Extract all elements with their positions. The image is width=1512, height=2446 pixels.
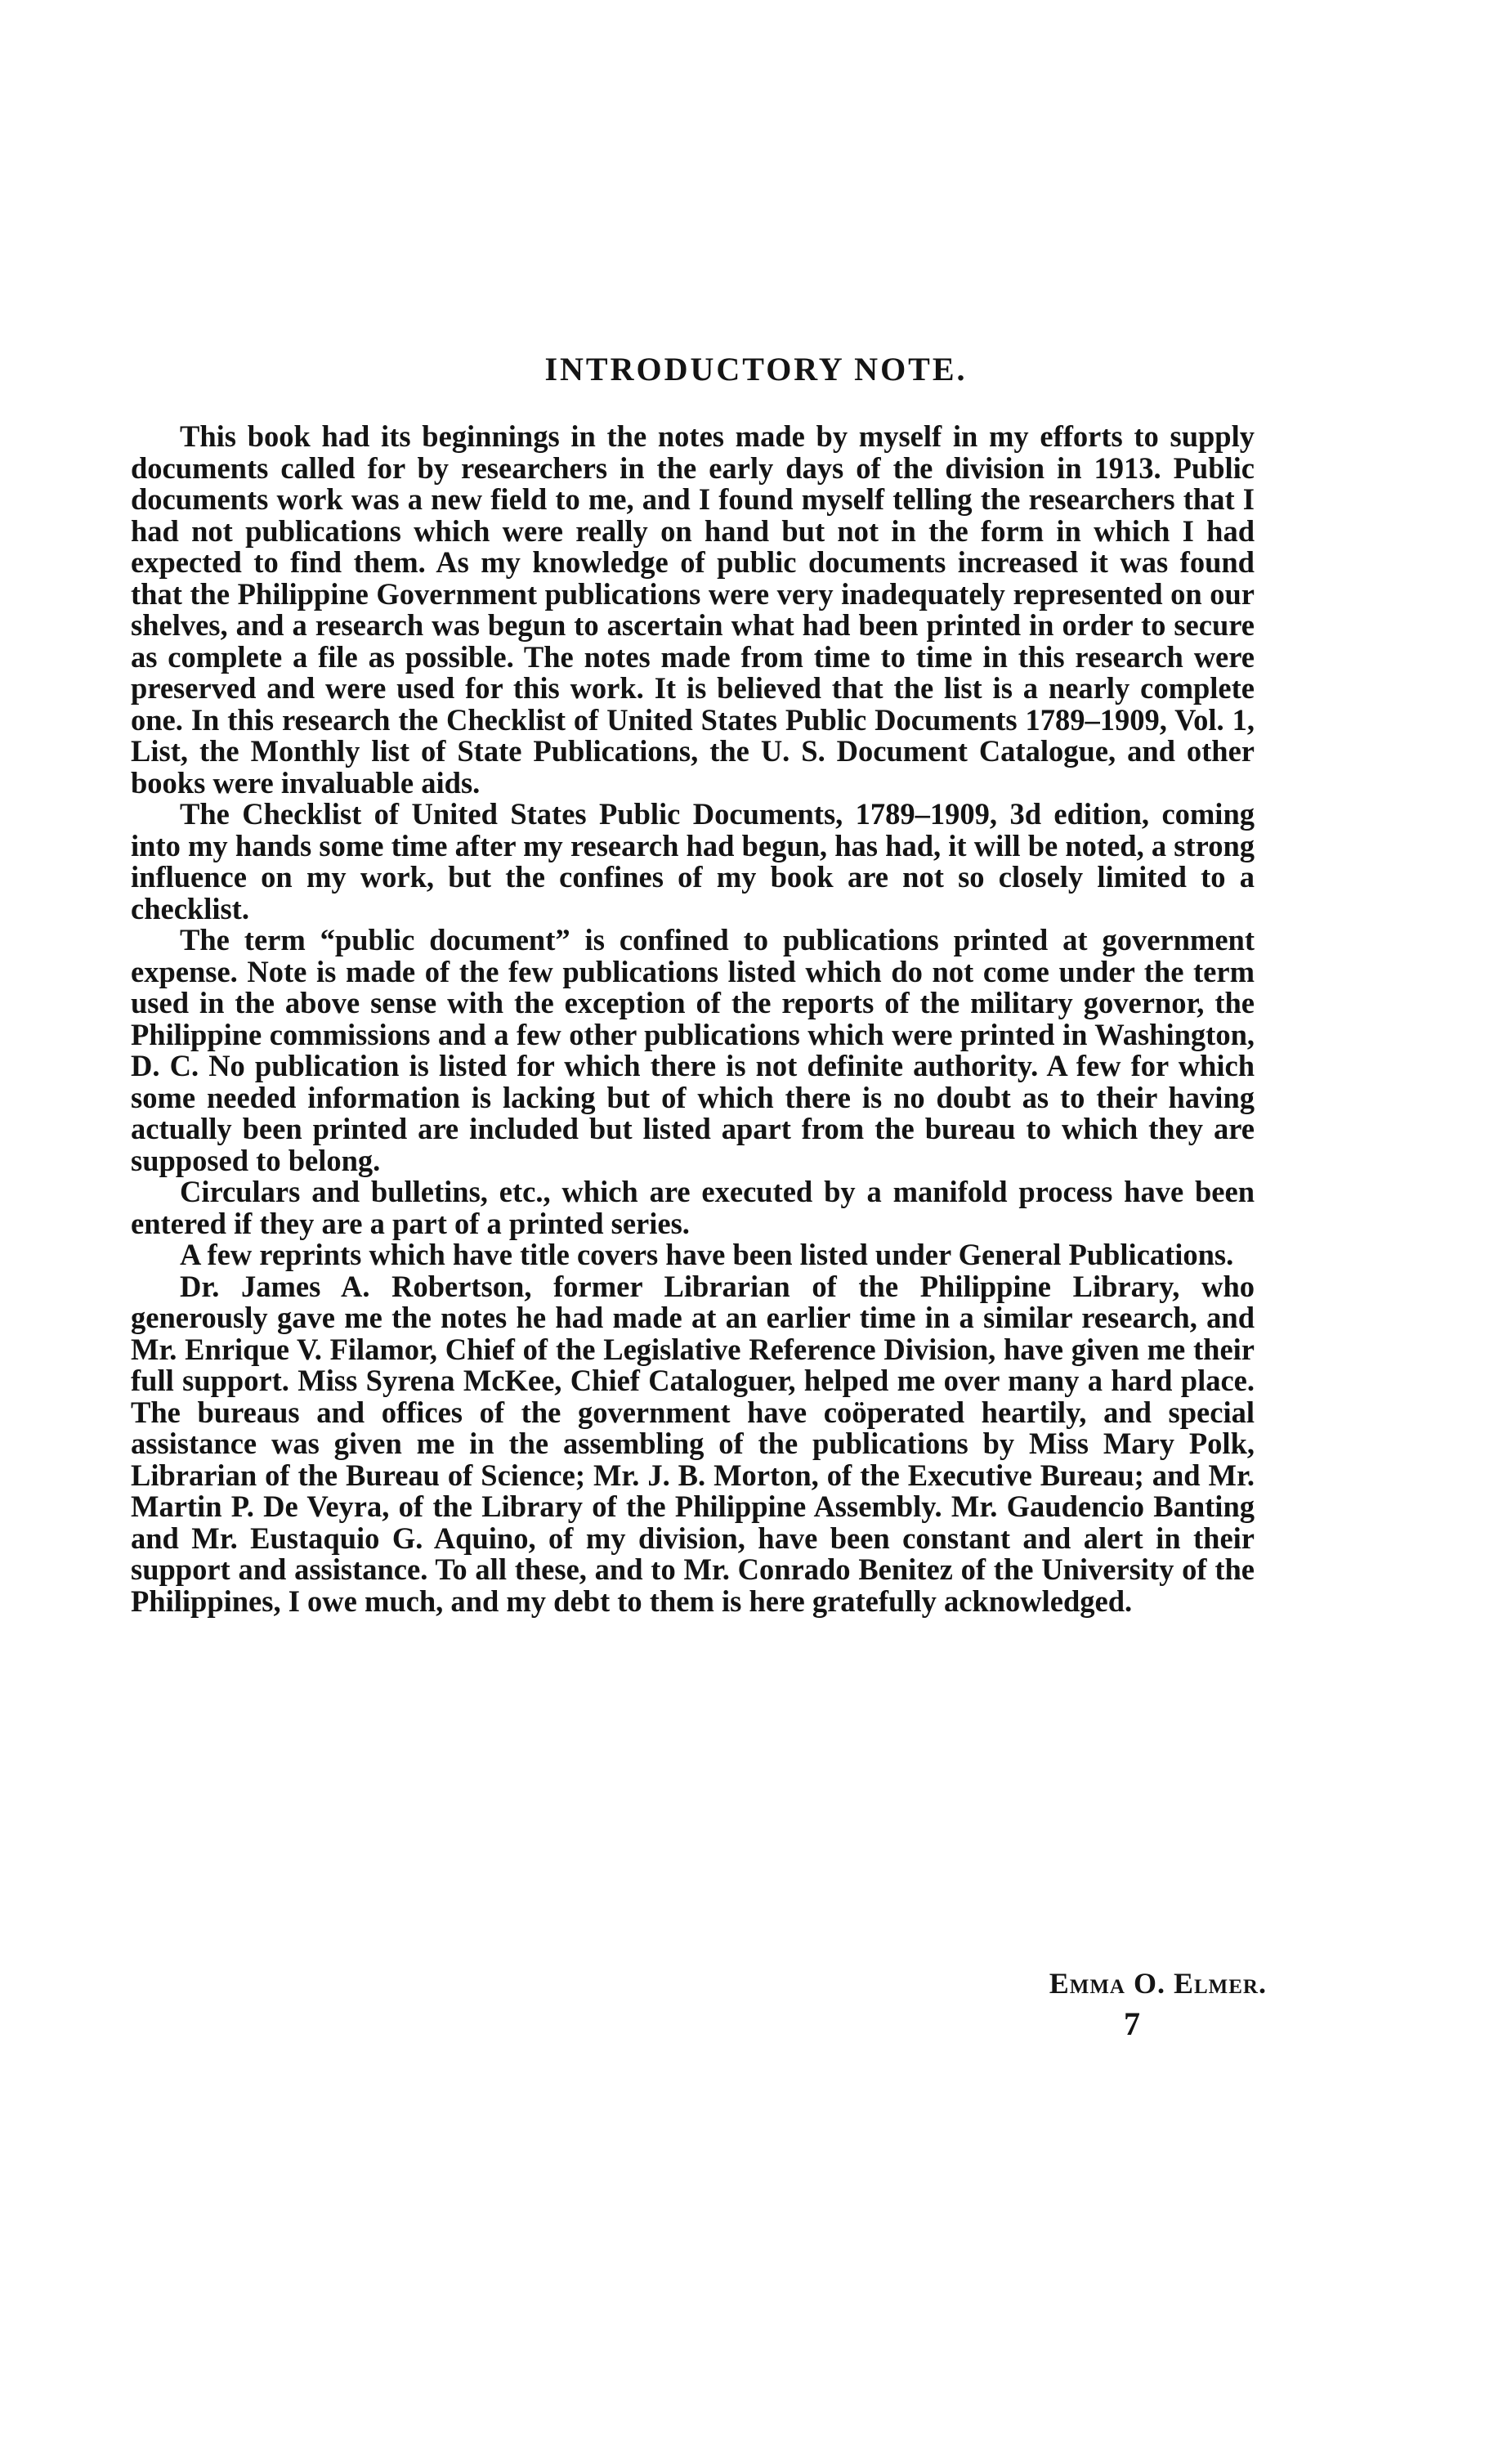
paragraph-public-document-term: The term “public document” is confined to publications printed at government expense. Note is made of the few publications listed which do not come under the term used in the above sense with the exception of the reports of the military governor, the Philippine commissions and a few other publications which were printed in Washington, D. C. No publication is listed for which there is not definite authority. A few for which some needed information is lacking but of which there is no doubt as to their having actually been printed are included but listed apart from the bureau to which they are supposed to belong. xyxy=(131,923,1255,1177)
paragraph-origins: This book had its beginnings in the notes made by myself in my efforts to supply documents called for by researchers in the early days of the division in 1913. Public documents work was a new field to me, and I found myself telling the researchers that I had not publications which were really on hand but not in the form in which I had expected to find them. As my knowledge of public documents increased it was found that the Philippine Government publications were very inadequately represented on our shelves, and a research was begun to ascertain what had been printed in order to secure as complete a file as possible. The notes made from time to time in this research were preserved and were used for this work. It is believed that the list is a nearly complete one. In this research the Checklist of United States Public Documents 1789–1909, Vol. 1, List, the Monthly list of State Publications, the U. S. Document Catalogue, and other books were invaluable aids. xyxy=(131,419,1255,800)
page-number: 7 xyxy=(1124,2005,1140,2042)
paragraph-circulars: Circulars and bulletins, etc., which are executed by a manifold process have been entered if they are a part of a printed series. xyxy=(131,1175,1255,1240)
paragraph-reprints: A few reprints which have title covers have been listed under General Publications. xyxy=(180,1238,1234,1271)
author-signature: Emma O. Elmer. xyxy=(1049,1967,1267,2000)
page-title: INTRODUCTORY NOTE. xyxy=(544,351,968,388)
paragraph-checklist: The Checklist of United States Public Documents, 1789–1909, 3d edition, coming into my hands some time after my research had begun, has had, it will be noted, a strong influence on my work, but the confines of my book are not so closely limited to a checklist. xyxy=(131,797,1255,925)
body-text xyxy=(131,421,1255,1617)
paragraph-acknowledgments: Dr. James A. Robertson, former Librarian of the Philippine Library, who generously gave me the notes he had made at an earlier time in a similar research, and Mr. Enrique V. Filamor, Chief of the Legislative Reference Division, have given me their full support. Miss Syrena McKee, Chief Cataloguer, helped me over many a hard place. The bureaus and offices of the government have coöperated heartily, and special assistance was given me in the assembling of the publications by Miss Mary Polk, Librarian of the Bureau of Science; Mr. J. B. Morton, of the Executive Bureau; and Mr. Martin P. De Veyra, of the Library of the Philippine Assembly. Mr. Gaudencio Banting and Mr. Eustaquio G. Aquino, of my division, have been constant and alert in their support and assistance. To all these, and to Mr. Conrado Benitez of the University of the Philippines, I owe much, and my debt to them is here gratefully acknowledged. xyxy=(131,1269,1255,1618)
